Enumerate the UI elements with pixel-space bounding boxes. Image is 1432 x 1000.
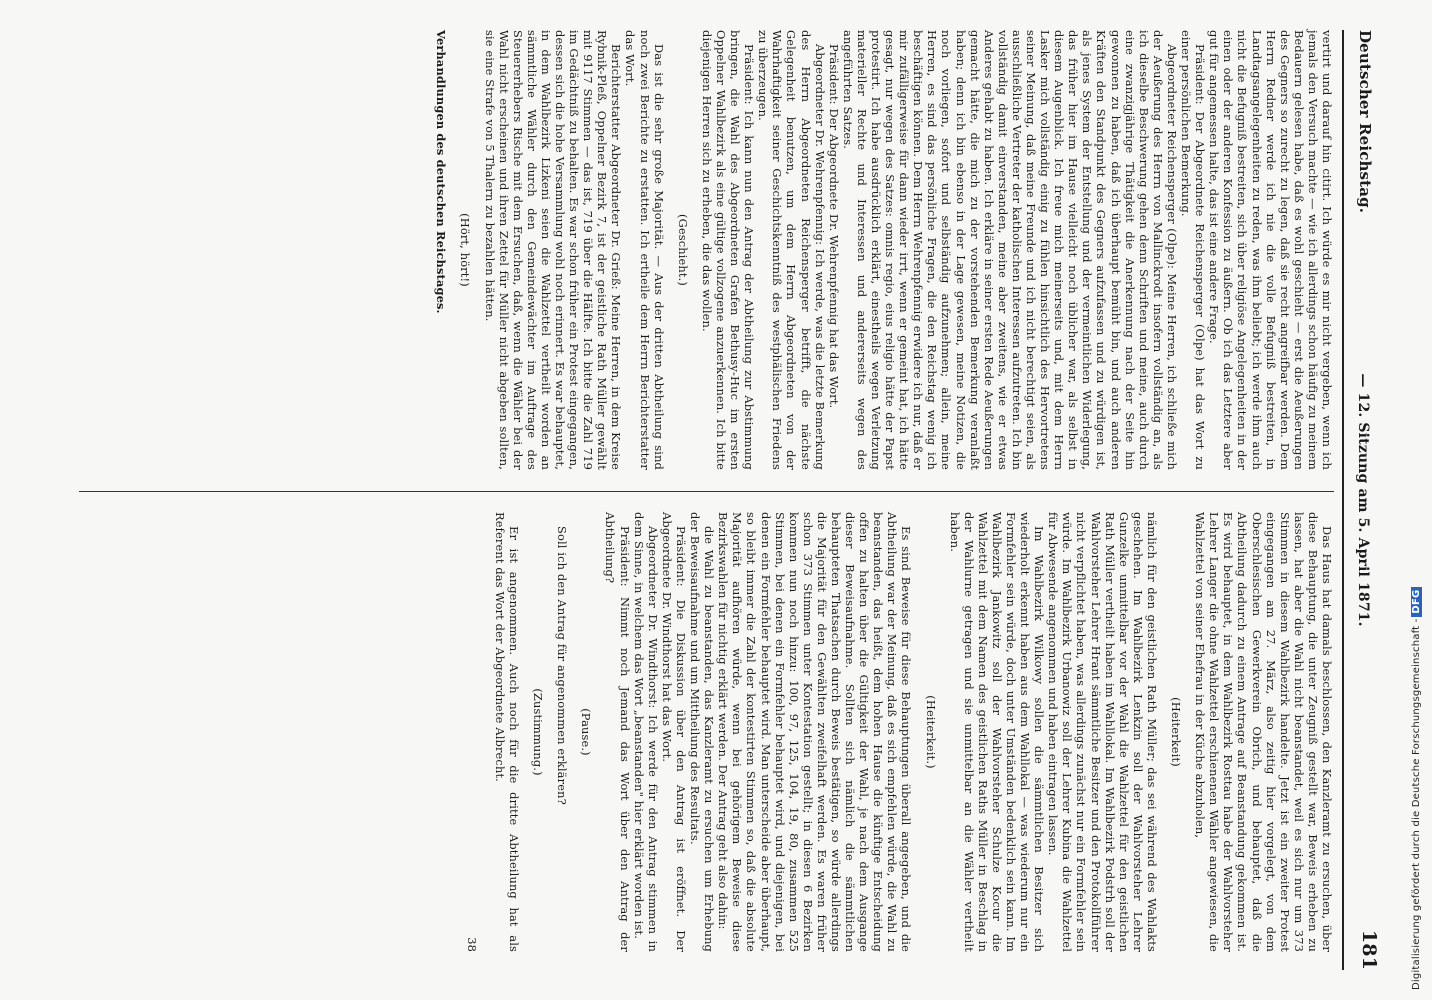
stage-direction: (Heiterkeit) (1169, 697, 1184, 767)
paragraph: Abgeordneter Dr. Wehrenpfennig: Ich werde, was die letzte Bemerkung des Herrn Abgeordneten Reichensperger betrifft, die nächste Gelegenheit benutzen, um dem Herrn Abgeordneten von der Wahrhaftigkeit seiner Geschichtskenntniß des westphälischen Friedens zu überzeugen. (756, 30, 827, 470)
stage-direction: (Zustimmung.) (531, 688, 546, 776)
dfg-logo: DFG (1411, 587, 1422, 617)
paragraph: Er ist angenommen. Auch noch für die dritte Abtheilung hat als Referent das Wort der Abgeordnete Albrecht. (493, 512, 522, 952)
dfg-credit-text: Digitalisierung gefördert durch die Deutsche Forschungsgemeinschaft - (1411, 618, 1422, 990)
left-column (434, 30, 1334, 470)
header-session: — 12. Sitzung am 5. April 1871. (1355, 373, 1371, 627)
stage-direction: (Pause.) (579, 708, 594, 756)
paragraph: Präsident: Nimmt noch Jemand das Wort über den Antrag der Abtheilung? (603, 512, 632, 952)
footer-signature: Verhandlungen des deutschen Reichstages. (434, 30, 449, 314)
paragraph: Das Haus hat damals beschlossen, den Kanzleramt zu ersuchen, über diese Behauptung, die unter Zeugniß gestellt war, Beweis erheben zu lassen, hat aber die Wahl nicht beanstandet, weil es sich nur um 373 Stimmen in diesem Wahlbezirk handelte. Jetzt ist ein zweiter Protest eingegangen am 27. März, also zeitig hier vorgelegt, von dem Oberschlesischen Gewerkverein Obrich, und behauptet, daß die Abtheilung dadurch zu einem Antrage auf Beanstandung gekommen ist. Es wird behauptet, in dem Wahlbezirk Rosttau habe der Wahlvorsteher Lehrer Langer die ohne Wahlzettel erschienenen Wähler angewiesen, die Wahlzettel von seiner Ehefrau in der Küche abzuholen, (1193, 512, 1334, 952)
paragraph: Präsident: Die Diskussion über den Antrag ist eröffnet. Der Abgeordnete Dr. Windthorst hat das Wort. (659, 512, 688, 952)
motion-text: die Wahl zu beanstanden, das Kanzleramt zu ersuchen um Erhebung der Beweisaufnahme und um Mittheilung des Resultats. (688, 512, 717, 952)
paragraph: Präsident: Der Abgeordnete Dr. Wehrenpfennig hat das Wort. (826, 44, 841, 409)
stage-direction: (Hört, hört!) (458, 213, 473, 287)
paragraph: Das ist die sehr große Majorität. — Aus der dritten Abtheilung sind noch zwei Berichte zu erstatten. Ich ertheile dem Herrn Berichterstatter das Wort. (623, 30, 666, 470)
paragraph: Präsident: Der Abgeordnete Reichensperger (Olpe) hat das Wort zu einer persönlichen Bemerkung. (1179, 30, 1208, 470)
right-column (465, 512, 1334, 952)
paragraph: Soll ich den Antrag für angenommen erklären? (555, 526, 570, 805)
paragraph: Abgeordneter Reichensperger (Olpe): Meine Herren, ich schließe mich der Aeußerung des Herrn von Mallinckrodt insofern vollständig an, als ich dieselbe Beschwerung gehen denn Schriften und meine, auch durch eine zwanzigjährige Thätigkeit die Anerkennung nach der Seite hin gewonnen zu haben, daß ich überhaupt bemüht bin, und auch anderen Kräften den Standpunkt des Gegners aufzufassen und zu würdigen ist, als jenes System der Entstellung und der vermeintlichen Widerlegung, das früher hier im Hause vielleicht noch üblicher war, als selbst in diesem Augenblick. Ich freue mich meinerseits und, mit dem Herrn Lasker mich vollständig einig zu fühlen hinsichtlich des Hervortretens seiner Meinung, daß meine Freunde und ich nicht berechtigt seien, als ausschließliche Vertreter der katholischen Interessen aufzutreten. Ich bin vollständig damit einverstanden, meine aber zweitens, wie er etwas Anderes gehabt zu haben. Ich erkläre in seiner ersten Rede Aeußerungen gemacht hätte, die mich zu der vorstehenden Bemerkung veranlaßt haben; denn ich bin ebenso in der Lage gewesen, meine Notizen, die noch vorliegen, sofort und selbständig aufzunehmen; allein, meine Herren, es sind das persönliche Fragen, die den Reichstag wenig ich beschäftigen können. Dem Herrn Wehrenpfennig erwidere ich nur, daß er mir zufälligerweise für dann wieder irrt, wenn er gemeint hat, ich hätte gesagt, nur wegen des Satzes: omnis regio, eius religio hätte der Papst protestirt. Ich habe ausdrücklich erklärt, einestheils wegen Verletzung materieller Rechte und Interessen und andererseits wegen des angeführten Satzes. (840, 30, 1179, 470)
page-number: 181 (1358, 929, 1380, 970)
rotated-page (60, 30, 1380, 970)
sheet-signature: 38 (464, 937, 479, 952)
dfg-credit (1411, 587, 1422, 990)
paragraph: Es sind Beweise für diese Behauptungen überall angegeben, und die Abtheilung war der Meinung, daß es sich empfehlen würde, die Wahl zu beanstanden, das heißt, dem hohen Hause die künftige Entscheidung offen zu halten über die Gültigkeit der Wahl, je nach dem Ausgange dieser Beweisaufnahme. Sollten sich nämlich die sämmtlichen behaupteten Thatsachen durch Beweis bestätigen, so würde allerdings die Majorität für den Gewählten zweifelhaft werden. Es waren früher schon 373 Stimmen unter Kontestation gestellt; in diesen 6 Bezirken kommen nun noch hinzu: 100, 97, 125, 104, 19, 80, zusammen 525 Stimmen, bei denen ein Formfehler behauptet wird, und diejenigen, bei denen ein Formfehler behauptet wird. Man unterscheide aber überhaupt, so bleibt immer die Zahl der kontestirten Stimmen so, daß die absolute Majorität aufhören würde, wenn bei gehörigem Beweise diese Bezirkswahlen für nichtig erklärt werden. Der Antrag geht also dahin: (716, 512, 914, 952)
header-rule (1342, 30, 1344, 970)
paragraph: Berichterstatter Abgeordneter Dr. Grieß: Meine Herren, in dem Kreise Rybnik-Pleß, Oppelner Bezirk 7, ist der geistliche Rath Müller gewählt mit 9117 Stimmen — das ist, 719 über die Hälfte. Ich bitte die Zahl 719 im Gedächtniß zu behalten. Es war schon früher ein Protest eingegangen, dessen sich die hohe Versammlung wohl noch erinnert. Es war behauptet, in dem Wahlbezirk Lizkeni seien die Wahlzettel vertheilt worden an sämmtliche Wähler durch den Gemeindewächter im Auftrage des Steuererhebers Rische mit dem Ersuchen, daß, wenn die Wähler bei der Wahl nicht erscheinen und ihren Zettel für Müller nicht abgeben sollten, sie eine Strafe von 5 Thalern zu bezahlen hätten. (482, 30, 624, 470)
page-header (1340, 30, 1380, 970)
paragraph: vertirt und darauf hin citirt. Ich würde es mir nicht vergeben, wenn ich jemals den Versuch machte — wie ich allerdings schon häufig zu meinem Bedauern gelesen habe, daß es wohl geschieht — erst die Aeußerungen des Gegners so zurecht zu legen, daß sie recht angreifbar werden. Dem Herrn Redner werde ich nie die volle Befugniß bestreiten, in Landtagsangelegenheiten zu reden, was ihm beliebt; ich werde ihm auch nicht die Befugniß bestreiten, sich über religiöse Angelegenheiten in der einen oder der anderen Konfession zu äußern. Ob ich das Letztere aber gut für angemessen halte, das ist eine andere Frage. (1207, 30, 1334, 470)
paragraph: Abgeordneter Dr. Windthorst: Ich werde für den Antrag stimmen in dem Sinne, in welchem das Wort „beanstanden" hier erklärt worden ist. (631, 512, 660, 952)
stage-direction: (Heiterkeit.) (923, 695, 938, 769)
paragraph: Im Wahlbezirk Wilkowy sollen die sämmtlichen Besitzer sich wiederholt erkennt haben aus dem Wahllokal — was wiederum nur ein Formfehler sein würde, doch unter Umständen bedenklich sein kann. Im Wahlbezirk Jankowitz soll der Wahlvorsteher Schulze Kocur die Wahlzettel mit dem Namen des geistlichen Raths Müller in Beschlag in der Wahlurne getragen und sie unmittelbar an die Wähler vertheilt haben. (947, 512, 1047, 952)
paragraph: nämlich für den geistlichen Rath Müller; das sei während des Wahlakts geschehen. Im Wahlbezirk Lenkzin soll der Wahlvorsteher Lehrer Gunzelke unmittelbar vor der Wahl die Wahlzettel für den geistlichen Rath Müller vertheilt haben im Wahllokal. Im Wahlbezirk Podstrh soll der Wahlvorsteher Lehrer Hrant sämmtliche Besitzer und den Protokollführer nicht verpflichtet haben, was allerdings zunächst nur ein Formfehler sein würde. Im Wahlbezirk Urbanowiz soll der Lehrer Kubina die Wahlzettel für Abwesende angenommen und haben eintragen lassen. (1046, 512, 1159, 952)
column-divider (79, 491, 1334, 492)
paragraph: Präsident: Ich kann nun den Antrag der Abtheilung zur Abstimmung bringen, die Wahl des Abgeordneten Grafen Bethusy-Huc im ersten Oppelner Wahlbezirk als eine gültige vollzogene anzuerkennen. Ich bitte diejenigen Herren sich zu erheben, die das wollen. (699, 30, 757, 470)
header-title: Deutscher Reichstag. (1356, 30, 1374, 214)
stage-direction: (Geschieht.) (675, 213, 690, 286)
